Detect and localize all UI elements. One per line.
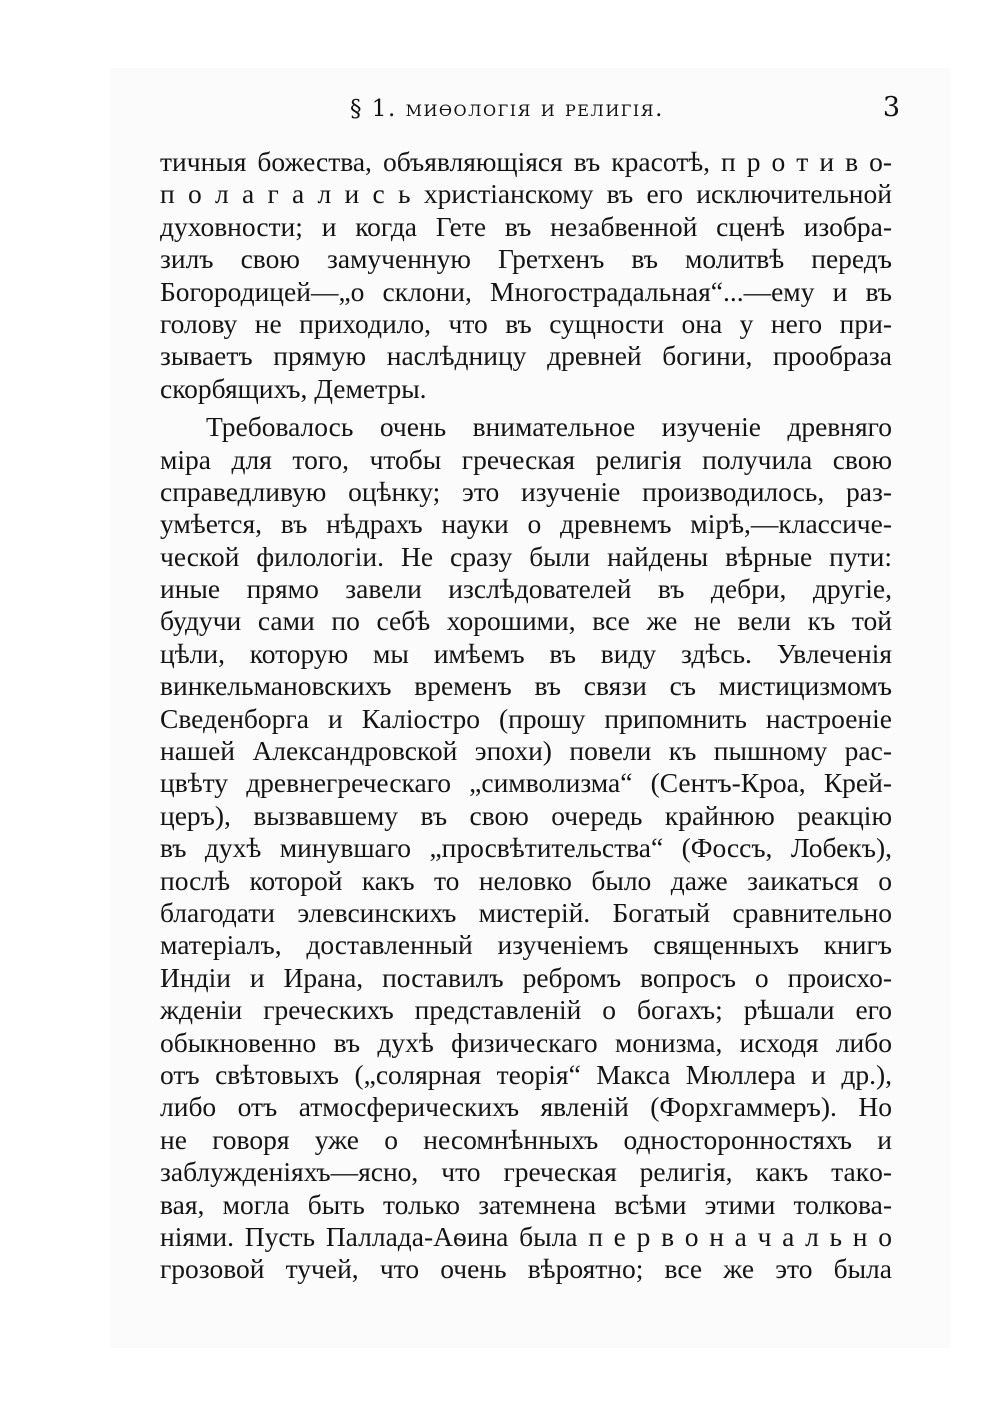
text-line: п о л а г а л и с ь христіанскому въ его исключительной (160, 178, 892, 210)
body-text (160, 146, 892, 1286)
text-line: Требовалось очень внимательное изученіе древняго (206, 411, 892, 443)
text-line: міра для того, чтобы греческая религія получила свою (160, 443, 892, 475)
text-line: либо отъ атмосферическихъ явленій (Форхгаммеръ). Но (160, 1091, 892, 1123)
text-line: умѣется, въ нѣдрахъ науки о древнемъ мірѣ,—классиче- (160, 508, 892, 540)
text-line: Сведенборга и Каліостро (прошу припомнить настроеніе (160, 702, 892, 734)
text-line: благодати элевсинскихъ мистерій. Богатый сравнительно (160, 896, 892, 928)
text-line: Богородицей—„о склони, Многострадальная“...—ему и въ (160, 275, 892, 307)
text-line: въ духѣ минувшаго „просвѣтительства“ (Фоссъ, Лобекъ), (160, 832, 892, 864)
paragraph-2 (160, 411, 892, 1286)
text-line: зываетъ прямую наслѣдницу древней богини, прообраза (160, 340, 892, 372)
text-line: отъ свѣтовыхъ („солярная теорія“ Макса Мюллера и др.), (160, 1058, 892, 1090)
text-line: обыкновенно въ духѣ физическаго монизма, исходя либо (160, 1026, 892, 1058)
text-line: винкельмановскихъ временъ въ связи съ мистицизмомъ (160, 670, 892, 702)
text-line: жденіи греческихъ представленій о богахъ; рѣшали его (160, 994, 892, 1026)
text-line: цвѣту древнегреческаго „символизма“ (Сентъ-Кроа, Крей- (160, 767, 892, 799)
text-line: цѣли, которую мы имѣемъ въ виду здѣсь. Увлеченія (160, 637, 892, 669)
text-line: справедливую оцѣнку; это изученіе производилось, раз- (160, 475, 892, 507)
text-line: грозовой тучей, что очень вѣроятно; все же это была (160, 1253, 892, 1285)
page-number: 3 (882, 92, 900, 123)
text-line: нашей Александровской эпохи) повели къ пышному рас- (160, 735, 892, 767)
text-line: иные прямо завели изслѣдователей въ дебри, другіе, (160, 573, 892, 605)
text-line: будучи сами по себѣ хорошими, все же не вели къ той (160, 605, 892, 637)
text-line: Индіи и Ирана, поставилъ ребромъ вопросъ о происхо- (160, 961, 892, 993)
paragraph-1 (160, 146, 892, 405)
page-header (120, 92, 900, 136)
text-line: ческой филологіи. Не сразу были найдены вѣрные пути: (160, 540, 892, 572)
text-line: духовности; и когда Гете въ незабвенной сценѣ изобра- (160, 210, 892, 242)
text-line: зилъ свою замученную Гретхенъ въ молитвѣ передъ (160, 243, 892, 275)
text-line: ніями. Пусть Паллада-Аѳина была п е р в о н а ч а л ь н о (160, 1220, 892, 1252)
text-line: заблужденіяхъ—ясно, что греческая религія, какъ такo- (160, 1156, 892, 1188)
text-line: вая, могла быть только затемнена всѣми этими толкова- (160, 1188, 892, 1220)
running-head: § 1. миѳологія и религія. (350, 96, 664, 122)
text-line: не говоря уже о несомнѣнныхъ односторонностяхъ и (160, 1123, 892, 1155)
text-line: скорбящихъ, Деметры. (160, 372, 427, 404)
text-line: тичныя божества, объявляющіяся въ красотѣ, п р о т и в о- (160, 146, 892, 177)
text-line: церъ), вызвавшему въ свою очередь крайнюю реакцію (160, 799, 892, 831)
text-line: матеріалъ, доставленный изученіемъ священныхъ книгъ (160, 929, 892, 961)
text-line: послѣ которой какъ то неловко было даже заикаться о (160, 864, 892, 896)
text-line: голову не приходило, что въ сущности она у него при- (160, 307, 892, 339)
